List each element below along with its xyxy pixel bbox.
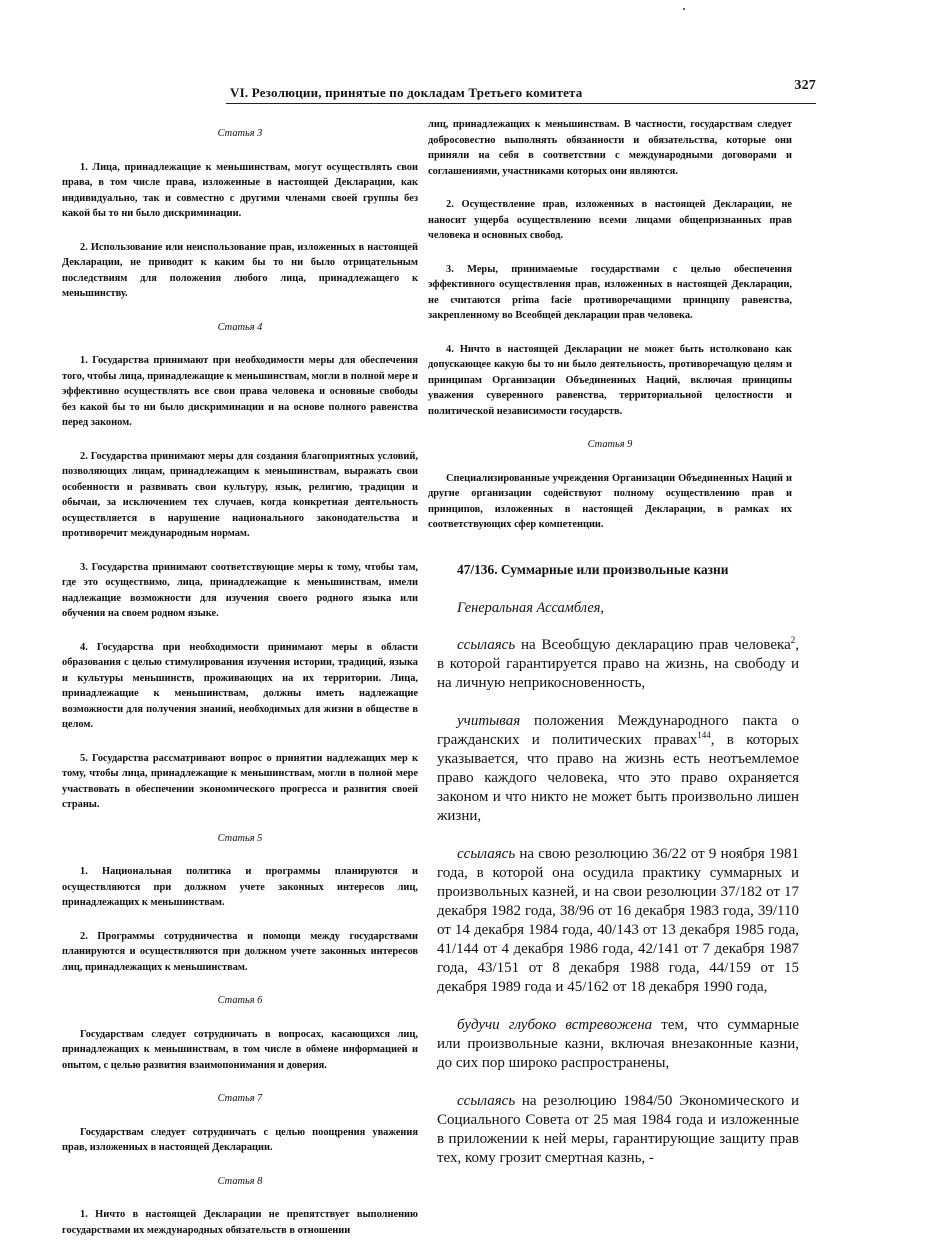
left-column [62,126,418,1256]
preamble-1-lead: ссылаясь [457,637,516,653]
article-4-paragraph-5: 5. Государства рассматривают вопрос о принятии надлежащих мер к тому, чтобы лица, принадлежащие к меньшинствам, могли в полной мере участвовать в обеспечении экономического прогресса и развития своей страны. [62,752,418,810]
header-title: VI. Резолюции, принятые по докладам Третьего комитета [230,85,583,100]
article-3-paragraph-2: 2. Использование или неиспользование прав, изложенных в настоящей Декларации, не приводит к каким бы то ни было отрицательным последствиям для положения любого лица, принадлежащего к меньшинству. [62,241,418,299]
article-8-paragraph-2: 2. Осуществление прав, изложенных в настоящей Декларации, не наносит ущерба осуществлению всеми лицами общепризнанных прав человека и основных свобод. [428,199,792,241]
preamble-3-text: на свою резолюцию 36/22 от 9 ноября 1981 года, в которой она осудила практику суммарных и произвольных казней, и на свои резолюции 37/182 от 17 декабря 1982 года, 38/96 от 16 декабря 1983 года, 39/110 от 14 декабря 1984 года, 40/143 от 13 декабря 1985 года, 41/144 от 4 декабря 1986 года, 42/141 от 7 декабря 1987 года, 43/151 от 8 декабря 1988 года, 44/159 от 15 декабря 1989 года и 45/162 от 18 декабря 1990 года, [437,846,799,995]
preamble-2-lead: учитывая [457,713,521,729]
article-9-paragraph: Специализированные учреждения Организации Объединенных Наций и другие организации содействуют полному осуществлению прав и принципов, изложенных в настоящей Декларации, в рамках их соответствующих сфер компетенции. [428,472,792,530]
scan-speck [683,8,685,10]
article-5-paragraph-2: 2. Программы сотрудничества и помощи между государствами планируются и осуществляются при должном учете законных интересов лиц, принадлежащих к меньшинствам. [62,930,418,973]
article-3-paragraph-1: 1. Лица, принадлежащие к меньшинствам, могут осуществлять свои права, в том числе права, изложенные в настоящей Декларации, как индивидуально, так и совместно с другими членами своей группы без какой бы то ни было дискриминации. [62,161,418,219]
preamble-paragraph-4 [437,1016,799,1073]
article-8-paragraph-3: 3. Меры, принимаемые государствами с целью обеспечения эффективного осуществления прав, изложенных в настоящей Декларации, не считаются prima facie противоречащими принципу равенства, закрепленному во Всеобщей декларации прав человека. [428,263,792,321]
preamble-paragraph-2 [437,712,799,826]
preamble-2-text-a: положения Международного пакта о гражданских и политических правах [437,713,799,748]
header-rule [226,103,816,104]
article-7-paragraph: Государствам следует сотрудничать с целью поощрения уважения прав, изложенных в настоящей Декларации. [62,1126,418,1153]
running-header [226,78,816,104]
preamble-paragraph-3 [437,845,799,997]
article-3-heading: Статья 3 [217,128,263,139]
article-4-paragraph-2: 2. Государства принимают меры для создания благоприятных условий, позволяющих лицам, принадлежащим к меньшинствам, выражать свои особенности и развивать свои культуру, язык, религию, традиции и обычаи, за исключением тех случаев, когда конкретная деятельность осуществляется в нарушение национального законодательства и противоречит международным нормам. [62,450,418,539]
right-column-declaration [428,117,792,551]
article-7-heading: Статья 7 [217,1093,263,1104]
preamble-1-text-b: , в которой гарантируется право на жизнь, на свободу и на личную неприкосновенность, [437,637,799,691]
article-8-paragraph-1: 1. Ничто в настоящей Декларации не препятствует выполнению государствами их международных обязательств в отношении [62,1209,418,1236]
article-5-paragraph-1: 1. Национальная политика и программы планируются и осуществляются при должном учете законных интересов лиц, принадлежащих к меньшинствам. [62,866,418,908]
preamble-4-lead: будучи глубоко встревожена [457,1017,653,1033]
article-8-paragraph-1-continued: лиц, принадлежащих к меньшинствам. В частности, государствам следует добросовестно выполнять обязанности и обязательства, которые они приняли на себя в соответствии с международными договорами и соглашениями, участниками которых они являются. [428,119,792,177]
article-8-heading: Статья 8 [217,1175,263,1187]
preamble-paragraph-5 [437,1092,799,1168]
article-8-paragraph-4: 4. Ничто в настоящей Декларации не может быть истолковано как допускающее какую бы то ни было деятельность, противоречащую целям и принципам Организации Объединенных Наций, включая принципы уважения суверенного равенства, территориальной целостности и политической независимости государств. [428,343,792,417]
article-9-heading: Статья 9 [587,439,633,450]
article-4-paragraph-3: 3. Государства принимают соответствующие меры к тому, чтобы там, где это осуществимо, лица, принадлежащие к меньшинствам, имели надлежащие возможности для изучения своего родного языка или обучения на своем родном языке. [62,561,418,619]
article-6-paragraph: Государствам следует сотрудничать в вопросах, касающихся лиц, принадлежащих к меньшинствам, в том числе в обмене информацией и опытом, с целью развития взаимопонимания и доверия. [62,1028,418,1071]
preamble-3-lead: ссылаясь [457,846,516,862]
general-assembly-line: Генеральная Ассамблея, [457,600,605,616]
preamble-1-text-a: на Всеобщую декларацию прав человека [515,637,791,653]
footnote-ref-2: 2 [790,635,796,645]
article-5-heading: Статья 5 [217,832,263,844]
footnote-ref-144: 144 [697,730,711,740]
article-4-paragraph-4: 4. Государства при необходимости принимают меры в области образования с целью стимулирования изучения истории, традиций, языка и культуры меньшинств, проживающих на их территории. Лица, принадлежащие к меньшинствам, должны иметь надлежащие возможности для получения знаний, необходимых для жизни в обществе в целом. [62,641,418,730]
article-6-heading: Статья 6 [217,995,263,1006]
page-number: 327 [794,78,816,93]
resolution-title: 47/136. Суммарные или произвольные казни [457,562,729,577]
preamble-paragraph-1 [437,636,799,693]
preamble-4-text: тем, что суммарные или произвольные казни, включая внезаконные казни, до сих пор широко распространены, [437,1017,799,1071]
preamble-5-lead: ссылаясь [457,1093,516,1109]
article-4-paragraph-1: 1. Государства принимают при необходимости меры для обеспечения того, чтобы лица, принадлежащие к меньшинствам, могли в полной мере и эффективно осуществлять все свои права человека и основные свободы без какой бы то ни было дискриминации и на основе полного равенства перед законом. [62,355,419,428]
preamble-2-text-b: , в которых указывается, что право на жизнь есть неотъемлемое право каждого человека, что это право охраняется законом и что никто не может быть произвольно лишен жизни, [437,732,799,824]
resolution-47-136 [437,560,799,1187]
preamble-5-text: на резолюцию 1984/50 Экономического и Социального Совета от 25 мая 1984 года и изложенные в приложении к ней меры, гарантирующие защиту прав тех, кому грозит смертная казнь, - [437,1093,799,1166]
article-4-heading: Статья 4 [217,321,263,333]
